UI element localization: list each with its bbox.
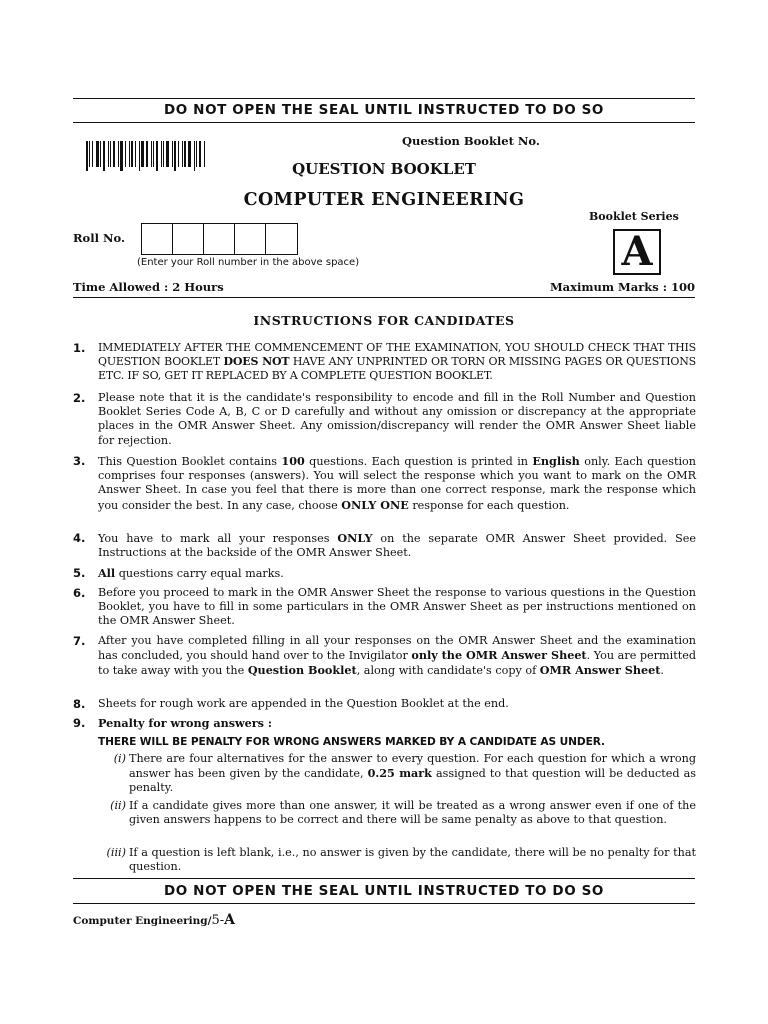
bottom-seal-banner: DO NOT OPEN THE SEAL UNTIL INSTRUCTED TO DO SO [164,883,604,899]
instruction-number: 2. [73,391,86,405]
instruction-5: 5. All questions carry equal marks. [73,566,284,580]
instruction-number: 3. [73,454,86,468]
roll-digit-box[interactable] [142,224,173,254]
maximum-marks: Maximum Marks : 100 [549,280,695,294]
instruction-9 [73,716,696,749]
top-banner-rule [73,122,695,123]
instruction-3: 3. This Question Booklet contains 100 questions. Each question is printed in English only. Each question comprises four responses (answers). You will select the response which you want to mark on the OMR Answer Sheet. In case you feel that there is more than one correct response, mark the response which you consider the best. In any case, choose ONLY ONE response for each question. [73,454,696,512]
penalty-item-ii: (ii) If a candidate gives more than one answer, it will be treated as a wrong answer even if one of the given answers happens to be correct and there will be same penalty as above to that question. [110,799,696,827]
header-rule [73,297,695,298]
instruction-number: 1. [73,341,86,355]
booklet-series-box: A [613,229,661,275]
roll-digit-box[interactable] [266,224,297,254]
roll-digit-box[interactable] [235,224,266,254]
roll-hint: (Enter your Roll number in the above space) [137,257,360,268]
penalty-item-i: (i) There are four alternatives for the answer to every question. For each question for which a wrong answer has been given by the candidate, 0.25 mark assigned to that question will be deducted as penalty. [113,752,696,795]
instruction-number: 4. [73,531,86,545]
penalty-subheading: THERE WILL BE PENALTY FOR WRONG ANSWERS MARKED BY A CANDIDATE AS UNDER. [98,736,605,749]
instruction-8: 8. Sheets for rough work are appended in the Question Booklet at the end. [73,697,509,711]
penalty-heading: Penalty for wrong answers : [98,716,272,730]
instruction-number: 9. [73,716,86,730]
instruction-1: 1. IMMEDIATELY AFTER THE COMMENCEMENT OF THE EXAMINATION, YOU SHOULD CHECK THAT THIS QUESTION BOOKLET DOES NOT HAVE ANY UNPRINTED OR TORN OR MISSING PAGES OR QUESTIONS ETC. IF SO, GET IT REPLACED BY A COMPLETE QUESTION BOOKLET. [73,341,696,383]
bottom-rule [73,878,695,879]
instruction-number: 8. [73,697,86,711]
roll-no-label: Roll No. [73,231,125,245]
instruction-number: 7. [73,634,86,648]
question-booklet-no-label: Question Booklet No. [402,134,540,148]
instruction-4: 4. You have to mark all your responses ONLY on the separate OMR Answer Sheet provided. See Instructions at the backside of the OMR Answer Sheet. [73,531,696,560]
roll-no-boxes[interactable] [141,223,298,255]
subject-title: COMPUTER ENGINEERING [243,190,525,210]
booklet-title: QUESTION BOOKLET [292,160,476,178]
time-allowed: Time Allowed : 2 Hours [73,280,224,294]
instruction-number: 5. [73,566,86,580]
bottom-banner-rule [73,903,695,904]
instruction-number: 6. [73,586,86,600]
roll-digit-box[interactable] [204,224,235,254]
booklet-series-label: Booklet Series [589,210,679,223]
top-rule [73,98,695,99]
instruction-2: 2. Please note that it is the candidate's responsibility to encode and fill in the Roll Number and Question Booklet Series Code A, B, C or D carefully and without any omission or discrepancy at the appropriate places in the OMR Answer Sheet. Any omission/discrepancy will render the OMR Answer Sheet liable for rejection. [73,391,696,447]
penalty-item-iii: (iii) If a question is left blank, i.e., no answer is given by the candidate, there will be no penalty for that question. [106,846,696,874]
page-footer: Computer Engineering/5-A [73,912,236,928]
instruction-7: 7. After you have completed filling in all your responses on the OMR Answer Sheet and the examination has concluded, you should hand over to the Invigilator only the OMR Answer Sheet. You are permitted to take away with you the Question Booklet, along with candidate's copy of OMR Answer Sheet. [73,634,696,678]
top-seal-banner: DO NOT OPEN THE SEAL UNTIL INSTRUCTED TO DO SO [164,102,604,118]
instructions-title: INSTRUCTIONS FOR CANDIDATES [253,313,515,328]
roll-digit-box[interactable] [173,224,204,254]
instruction-6: 6. Before you proceed to mark in the OMR Answer Sheet the response to various questions in the Question Booklet, you have to fill in some particulars in the OMR Answer Sheet as per instructions mentioned on the OMR Answer Sheet. [73,586,696,628]
